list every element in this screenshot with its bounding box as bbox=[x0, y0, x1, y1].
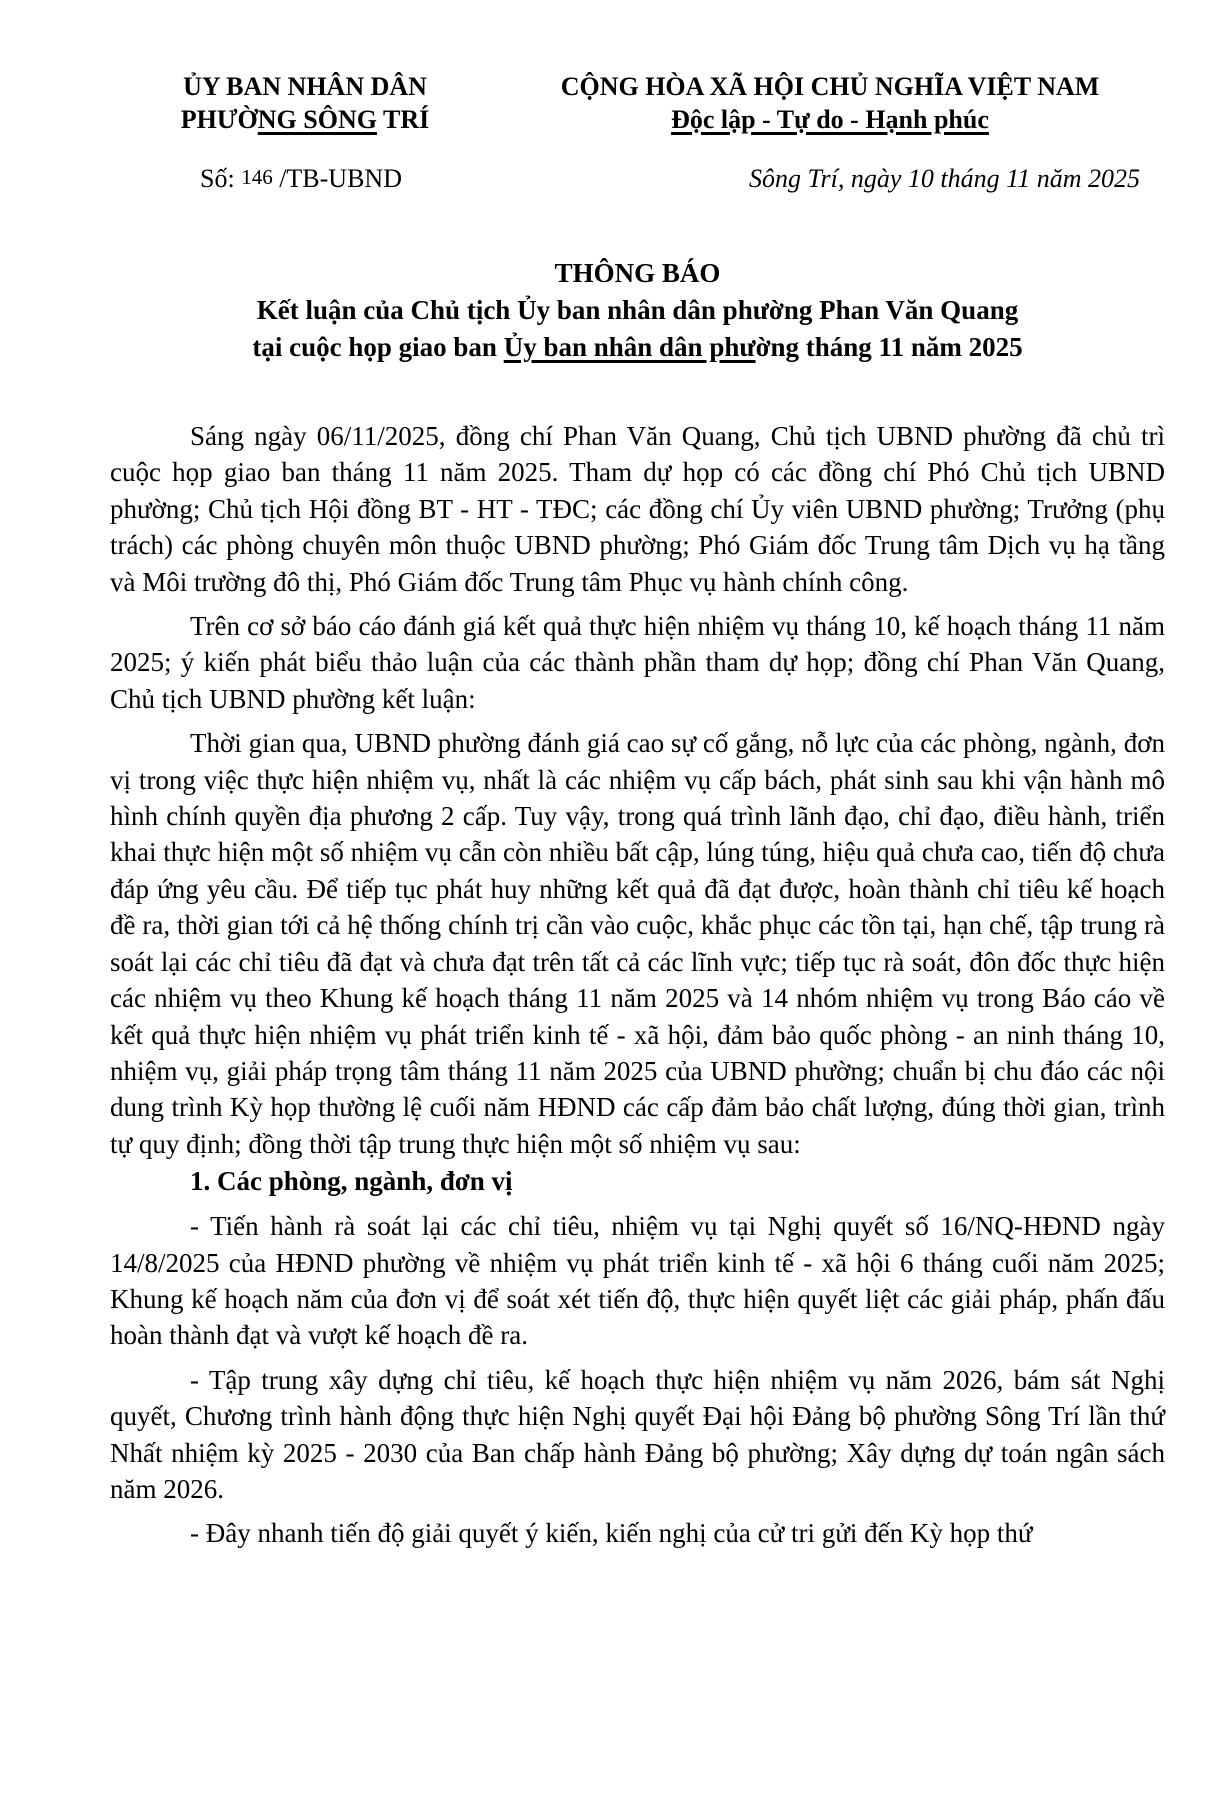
list-item: - Tiến hành rà soát lại các chỉ tiêu, nhiệm vụ tại Nghị quyết số 16/NQ-HĐND ngày 14/8/2025 của HĐND phường về nhiệm vụ phát triển kinh tế - xã hội 6 tháng cuối năm 2025; Khung kế hoạch năm của đơn vị để soát xét tiến độ, thực hiện quyết liệt các giải pháp, phấn đấu hoàn thành đạt và vượt kế hoạch đề ra. bbox=[110, 1211, 1165, 1351]
authority-line-2-underlined: NG SÔNG bbox=[257, 105, 377, 134]
document-number bbox=[200, 164, 402, 194]
number-prefix: Số: bbox=[200, 164, 242, 193]
number-suffix: /TB-UBND bbox=[272, 164, 402, 193]
issuing-authority bbox=[130, 70, 480, 136]
title-heading: THÔNG BÁO bbox=[554, 258, 721, 288]
title-line-2-underlined: Ủy ban nhân dân phư bbox=[503, 332, 756, 362]
section-heading-1: 1. Các phòng, ngành, đơn vị bbox=[190, 1166, 513, 1197]
title-line-1: Kết luận của Chủ tịch Ủy ban nhân dân phường Phan Văn Quang bbox=[256, 295, 1019, 325]
paragraph-basis: Trên cơ sở báo cáo đánh giá kết quả thực hiện nhiệm vụ tháng 10, kế hoạch tháng 11 năm 2025; ý kiến phát biểu thảo luận của các thành phần tham dự họp; đồng chí Phan Văn Quang, Chủ tịch UBND phường kết luận: bbox=[110, 611, 1165, 714]
number-value: 146 bbox=[241, 165, 273, 189]
country-name: CỘNG HÒA XÃ HỘI CHỦ NGHĨA VIỆT NAM bbox=[560, 72, 1100, 101]
document-body bbox=[110, 418, 1165, 1560]
document-title bbox=[110, 255, 1165, 366]
authority-line-1: ỦY BAN NHÂN DÂN bbox=[183, 72, 427, 101]
paragraph-conclusion: Thời gian qua, UBND phường đánh giá cao sự cố gắng, nỗ lực của các phòng, ngành, đơn vị trong việc thực hiện nhiệm vụ, nhất là các nhiệm vụ cấp bách, phát sinh sau khi vận hành mô hình chính quyền địa phương 2 cấp. Tuy vậy, trong quá trình lãnh đạo, chỉ đạo, điều hành, triển khai thực hiện một số nhiệm vụ cẫn còn nhiều bất cập, lúng túng, hiệu quả chưa cao, tiến độ chưa đáp ứng yêu cầu. Để tiếp tục phát huy những kết quả đã đạt được, hoàn thành chỉ tiêu kế hoạch đề ra, thời gian tới cả hệ thống chính trị cần vào cuộc, khắc phục các tồn tại, hạn chế, tập trung rà soát lại các chỉ tiêu đã đạt và chưa đạt trên tất cả các lĩnh vực; tiếp tục rà soát, đôn đốc thực hiện các nhiệm vụ theo Khung kế hoạch tháng 11 năm 2025 và 14 nhóm nhiệm vụ trong Báo cáo về kết quả thực hiện nhiệm vụ phát triển kinh tế - xã hội, đảm bảo quốc phòng - an ninh tháng 10, nhiệm vụ, giải pháp trọng tâm tháng 11 năm 2025 của UBND phường; chuẩn bị chu đáo các nội dung trình Kỳ họp thường lệ cuối năm HĐND các cấp đảm bảo chất lượng, đúng thời gian, trình tự quy định; đồng thời tập trung thực hiện một số nhiệm vụ sau: bbox=[110, 728, 1165, 1159]
title-line-2-part: tại cuộc họp giao ban bbox=[252, 332, 504, 362]
place-date: Sông Trí, ngày 10 tháng 11 năm 2025 bbox=[749, 164, 1140, 193]
motto: Độc lập - Tự do - Hạnh phúc bbox=[671, 105, 989, 134]
list-item: - Tập trung xây dựng chỉ tiêu, kế hoạch thực hiện nhiệm vụ năm 2026, bám sát Nghị quyết, Chương trình hành động thực hiện Nghị quyết Đại hội Đảng bộ phường Sông Trí lần thứ Nhất nhiệm kỳ 2025 - 2030 của Ban chấp hành Đảng bộ phường; Xây dựng dự toán ngân sách năm 2026. bbox=[110, 1364, 1165, 1504]
title-line-2 bbox=[110, 329, 1165, 366]
national-motto bbox=[480, 70, 1180, 136]
list-item: - Đây nhanh tiến độ giải quyết ý kiến, kiến nghị của cử tri gửi đến Kỳ họp thứ bbox=[190, 1518, 1033, 1549]
title-line-2-part: ờng tháng 11 năm 2025 bbox=[755, 332, 1023, 362]
paragraph-intro: Sáng ngày 06/11/2025, đồng chí Phan Văn Quang, Chủ tịch UBND phường đã chủ trì cuộc họp giao ban tháng 11 năm 2025. Tham dự họp có các đồng chí Phó Chủ tịch UBND phường; Chủ tịch Hội đồng BT - HT - TĐC; các đồng chí Ủy viên UBND phường; Trưởng (phụ trách) các phòng chuyên môn thuộc UBND phường; Phó Giám đốc Trung tâm Dịch vụ hạ tầng và Môi trường đô thị, Phó Giám đốc Trung tâm Phục vụ hành chính công. bbox=[110, 421, 1165, 597]
authority-line-2-part: PHƯỜ bbox=[180, 105, 258, 134]
authority-line-2 bbox=[130, 103, 480, 136]
authority-line-2-part: TRÍ bbox=[376, 105, 430, 134]
